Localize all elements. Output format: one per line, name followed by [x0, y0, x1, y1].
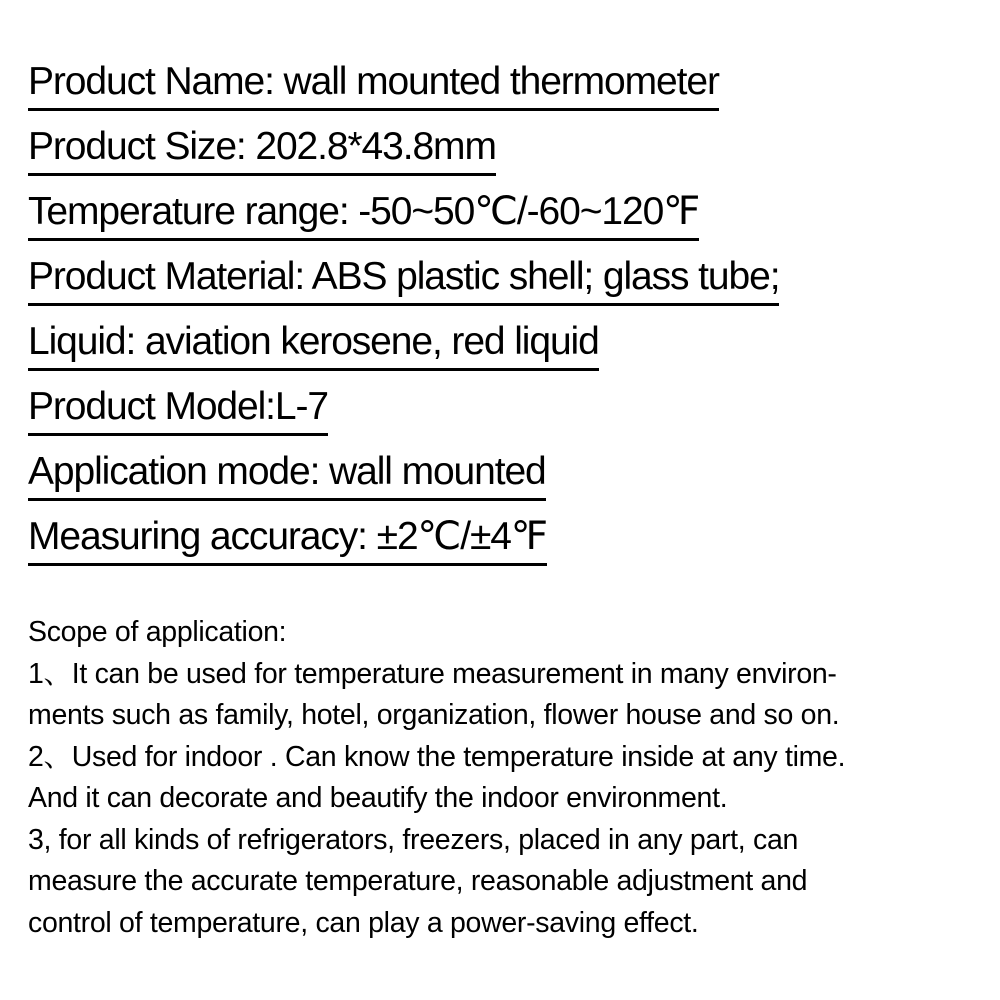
spec-application-mode	[28, 446, 978, 511]
scope-line: ments such as family, hotel, organization, flower house and so on.	[28, 699, 840, 731]
spec-list	[28, 56, 978, 576]
scope-heading: Scope of application:	[28, 616, 287, 648]
spec-product-model-text: Product Model:L-7	[28, 385, 328, 436]
scope-line: control of temperature, can play a power-saving effect.	[28, 906, 699, 939]
scope-line: 3, for all kinds of refrigerators, freezers, placed in any part, can	[28, 823, 799, 856]
scope-line: 2、Used for indoor . Can know the temperature inside at any time.	[28, 740, 846, 773]
spec-product-model	[28, 381, 978, 446]
spec-liquid-text: Liquid: aviation kerosene, red liquid	[28, 320, 599, 371]
spec-product-material	[28, 251, 978, 316]
scope-line: 1、It can be used for temperature measurement in many environ-	[28, 657, 837, 690]
spec-product-name-text: Product Name: wall mounted thermometer	[28, 60, 719, 111]
spec-liquid	[28, 316, 978, 381]
spec-product-size	[28, 121, 978, 186]
scope-line: And it can decorate and beautify the indoor environment.	[28, 782, 728, 814]
spec-application-mode-text: Application mode: wall mounted	[28, 450, 546, 501]
spec-temperature-range	[28, 186, 978, 251]
spec-temperature-range-text: Temperature range: -50~50℃/-60~120℉	[28, 190, 699, 241]
spec-measuring-accuracy-text: Measuring accuracy: ±2℃/±4℉	[28, 515, 547, 566]
spec-measuring-accuracy	[28, 511, 978, 576]
spec-product-size-text: Product Size: 202.8*43.8mm	[28, 125, 496, 176]
scope-line: measure the accurate temperature, reasonable adjustment and	[28, 865, 808, 897]
spec-product-material-text: Product Material: ABS plastic shell; glass tube;	[28, 255, 779, 306]
spec-product-name	[28, 56, 978, 121]
scope-of-application	[28, 612, 988, 944]
